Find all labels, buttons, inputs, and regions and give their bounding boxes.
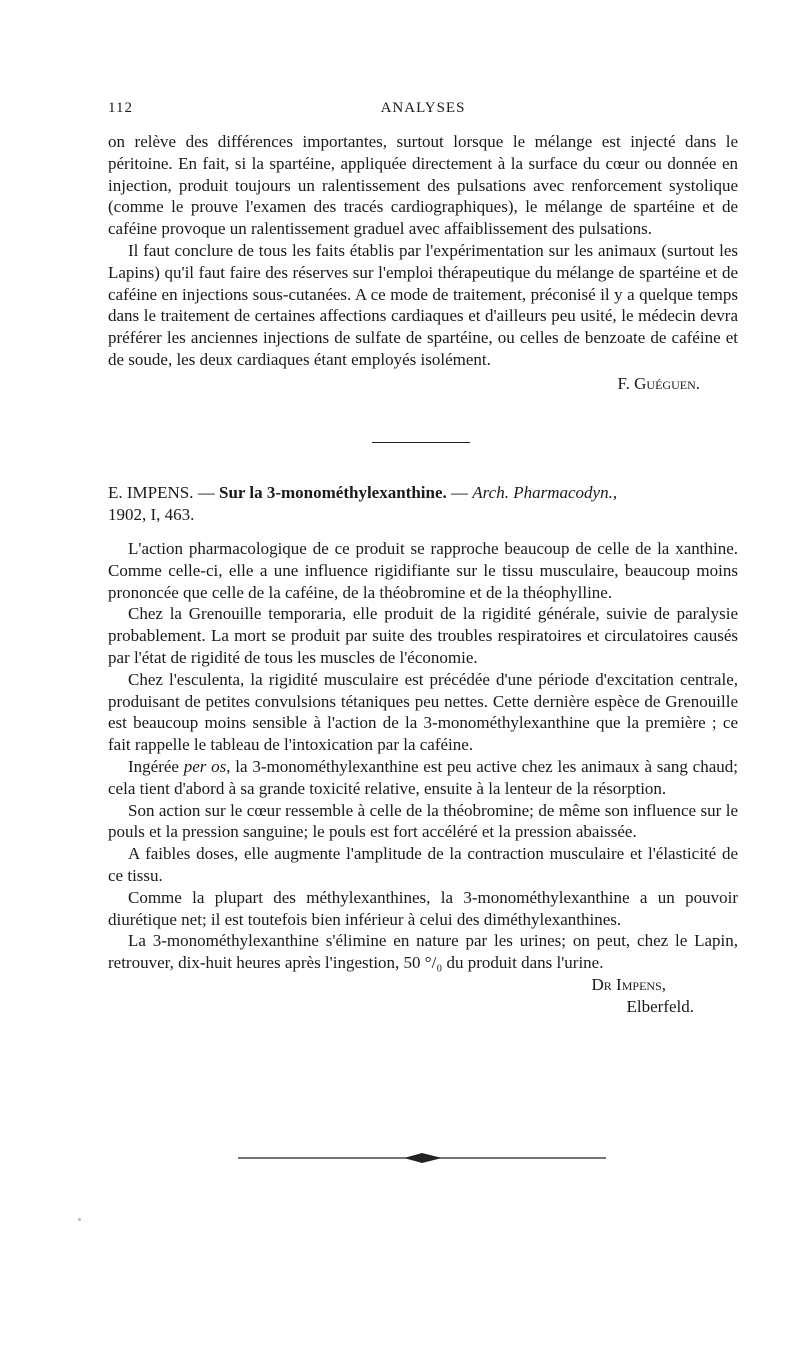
running-title: ANALYSES <box>380 100 466 116</box>
paragraph: Comme la plupart des méthylexanthines, la 3-monométhylexanthine a un pouvoir diurétique net; il est toutefois bien inférieur à celui des diméthylexanthines. <box>108 887 738 929</box>
paragraph: L'action pharmacologique de ce produit se rapproche beaucoup de celle de la xanthine. Comme celle-ci, elle a une influence rigidifiante sur le tissu musculaire, beaucoup moins prononcée que celle de la caféine, de la théobromine et de la théophylline. <box>108 539 738 602</box>
paragraph <box>108 756 738 800</box>
paragraph: Son action sur le cœur ressemble à celle de la théobromine; de même son influence sur le pouls et la pression sanguine; le pouls est fort accéléré et la pression abaissée. <box>108 800 738 842</box>
paragraph-rest: , la 3-monométhylexanthine est peu active chez les animaux à sang chaud; cela tient d'abord à sa grande toxicité relative, ensuite à la lenteur de la résorption. <box>108 756 738 798</box>
review-body <box>108 538 738 1018</box>
page-number: 112 <box>108 100 133 116</box>
review-reference: E. IMPENS. — Sur la 3-monométhylexanthine. — Arch. Pharmacodyn., 1902, I, 463. <box>108 483 618 524</box>
journal-name: Arch. Pharmacodyn. <box>472 483 613 502</box>
review-author: E. IMPENS. <box>108 483 194 502</box>
review-title: Sur la 3-monométhylexanthine. <box>218 483 447 502</box>
paragraph: Chez l'esculenta, la rigidité musculaire est précédée d'une période d'excitation centrale, produisant de petites convulsions tétaniques peu nettes. Cette dernière espèce de Grenouille est beaucoup moins sensible à l'action de la 3-monométhylexanthine que la première ; ce fait rappelle le tableau de l'intoxication par la caféine. <box>108 669 738 755</box>
review-continuation <box>108 131 738 395</box>
section-divider <box>372 442 470 443</box>
paragraph: Chez la Grenouille temporaria, elle produit de la rigidité générale, suivie de paralysie probablement. La mort se produit par suite des troubles respiratoires et circulatoires causés par l'état de rigidité de tous les muscles de l'économie. <box>108 604 738 667</box>
paragraph: A faibles doses, elle augmente l'amplitude de la contraction musculaire et l'élasticité de ce tissu. <box>108 844 738 885</box>
paragraph: on relève des différences importantes, surtout lorsque le mélange est injecté dans le péritoine. En fait, si la spartéine, appliquée directement à la surface du cœur ou donnée en injection, produit toujours un ralentissement des pulsations avec renforcement systolique (comme le prouve l'examen des tracés cardiographiques), le mélange de spartéine et de caféine provoque un ralentissement graduel avec affaiblissement des pulsations. <box>108 132 738 239</box>
paragraph: La 3-monométhylexanthine s'élimine en nature par les urines; on peut, chez le Lapin, retrouver, dix-huit heures après l'ingestion, 50 °/₀ du produit dans l'urine. <box>108 931 738 973</box>
dash: — <box>451 483 469 502</box>
reviewer-signature: F. Guéguen. <box>617 373 700 393</box>
reviewer-location: Elberfeld. <box>626 996 694 1016</box>
paragraph-lead: Ingérée <box>128 756 179 776</box>
dash: — <box>197 483 215 502</box>
ornamental-rule <box>238 1148 606 1168</box>
journal-citation: 1902, I, 463. <box>108 505 195 524</box>
print-speck <box>78 1218 81 1221</box>
reviewer-signature: Dr Impens, <box>591 974 666 994</box>
latin-phrase: per os <box>183 756 227 776</box>
paragraph: Il faut conclure de tous les faits établis par l'expérimentation sur les animaux (surtout les Lapins) qu'il faut faire des réserves sur l'emploi thérapeutique du mélange de spartéine et de caféine en injections sous-cutanées. A ce mode de traitement, préconisé il y a quelque temps dans le traitement de certaines affections cardiaques et d'ailleurs peu usité, le médecin devra préférer les anciennes injections de sulfate de spartéine, ou celles de benzoate de caféine et de soude, les deux cardiaques étant employés isolément. <box>108 240 738 369</box>
